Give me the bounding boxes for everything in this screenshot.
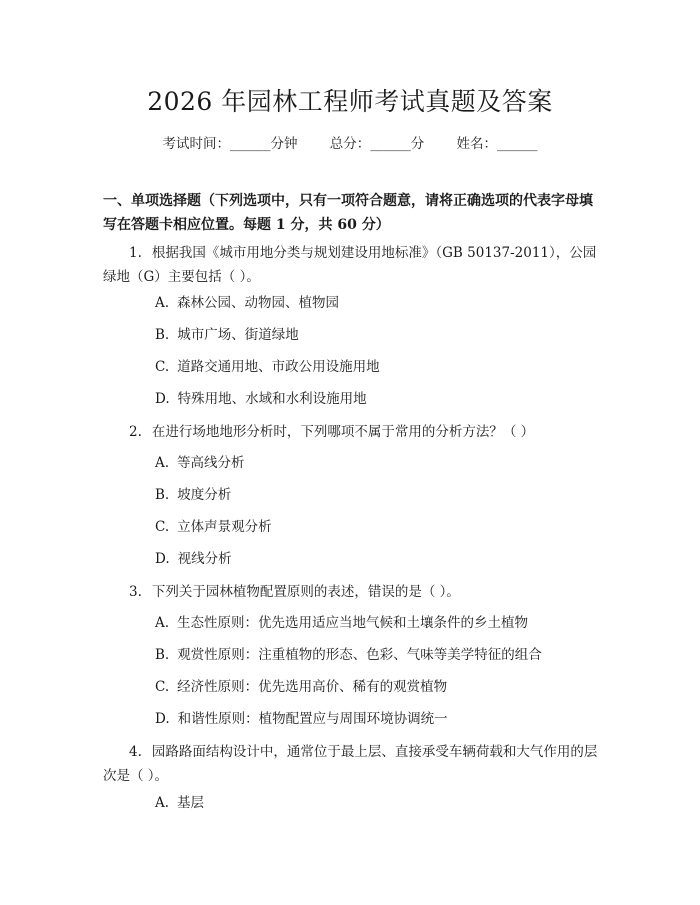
question-text: 园路路面结构设计中，通常位于最上层、直接承受车辆荷载和大气作用的层次是（ ）。 bbox=[103, 744, 598, 784]
question-number: 3. bbox=[129, 584, 142, 600]
option-2b bbox=[155, 485, 231, 505]
option-1c bbox=[155, 357, 380, 377]
exam-name: 姓名：______ bbox=[456, 136, 538, 152]
option-letter: D. bbox=[155, 711, 170, 727]
option-text: 坡度分析 bbox=[177, 487, 232, 503]
option-1d bbox=[155, 389, 367, 409]
option-2a bbox=[155, 453, 245, 473]
option-letter: A. bbox=[155, 295, 170, 311]
option-letter: B. bbox=[155, 647, 170, 663]
exam-meta bbox=[0, 132, 700, 152]
option-letter: D. bbox=[155, 551, 170, 567]
option-text: 等高线分析 bbox=[177, 455, 245, 471]
option-letter: C. bbox=[155, 679, 170, 695]
question-3 bbox=[103, 580, 598, 604]
option-3a bbox=[155, 613, 528, 633]
option-text: 立体声景观分析 bbox=[177, 519, 272, 535]
option-2c bbox=[155, 517, 272, 537]
option-text: 视线分析 bbox=[177, 551, 232, 567]
exam-score: 总分：______分 bbox=[329, 136, 425, 152]
option-text: 生态性原则：优先选用适应当地气候和土壤条件的乡土植物 bbox=[177, 615, 529, 631]
option-2d bbox=[155, 549, 232, 569]
option-letter: A. bbox=[155, 615, 170, 631]
option-1b bbox=[155, 325, 299, 345]
option-letter: A. bbox=[155, 455, 170, 471]
option-letter: D. bbox=[155, 391, 170, 407]
question-4 bbox=[103, 740, 598, 788]
option-3c bbox=[155, 677, 447, 697]
option-text: 经济性原则：优先选用高价、稀有的观赏植物 bbox=[177, 679, 448, 695]
question-text: 在进行场地地形分析时，下列哪项不属于常用的分析方法？（ ） bbox=[151, 424, 535, 440]
option-4a bbox=[155, 793, 204, 813]
option-text: 道路交通用地、市政公用设施用地 bbox=[177, 359, 380, 375]
question-text: 根据我国《城市用地分类与规划建设用地标准》（GB 50137-2011），公园绿地（G）主要包括（ ）。 bbox=[103, 245, 597, 285]
option-1a bbox=[155, 293, 339, 313]
question-1 bbox=[103, 241, 598, 289]
question-number: 2. bbox=[129, 424, 142, 440]
option-letter: B. bbox=[155, 327, 170, 343]
option-text: 基层 bbox=[177, 795, 205, 811]
option-3b bbox=[155, 645, 542, 665]
section-heading: 一、单项选择题（下列选项中，只有一项符合题意，请将正确选项的代表字母填写在答题卡相应位置。每题 1 分，共 60 分） bbox=[103, 193, 593, 233]
option-letter: C. bbox=[155, 519, 170, 535]
question-number: 1. bbox=[129, 245, 142, 261]
option-text: 城市广场、街道绿地 bbox=[177, 327, 299, 343]
question-text: 下列关于园林植物配置原则的表述，错误的是（ ）。 bbox=[151, 584, 460, 600]
question-2 bbox=[103, 420, 598, 444]
option-letter: B. bbox=[155, 487, 170, 503]
option-letter: A. bbox=[155, 795, 170, 811]
page-title: 2026 年园林工程师考试真题及答案 bbox=[147, 87, 553, 116]
option-text: 特殊用地、水域和水利设施用地 bbox=[177, 391, 367, 407]
option-text: 和谐性原则：植物配置应与周围环境协调统一 bbox=[177, 711, 448, 727]
option-letter: C. bbox=[155, 359, 170, 375]
option-text: 观赏性原则：注重植物的形态、色彩、气味等美学特征的组合 bbox=[177, 647, 542, 663]
option-text: 森林公园、动物园、植物园 bbox=[177, 295, 340, 311]
question-number: 4. bbox=[129, 744, 142, 760]
exam-time: 考试时间：______分钟 bbox=[162, 136, 298, 152]
option-3d bbox=[155, 709, 448, 729]
